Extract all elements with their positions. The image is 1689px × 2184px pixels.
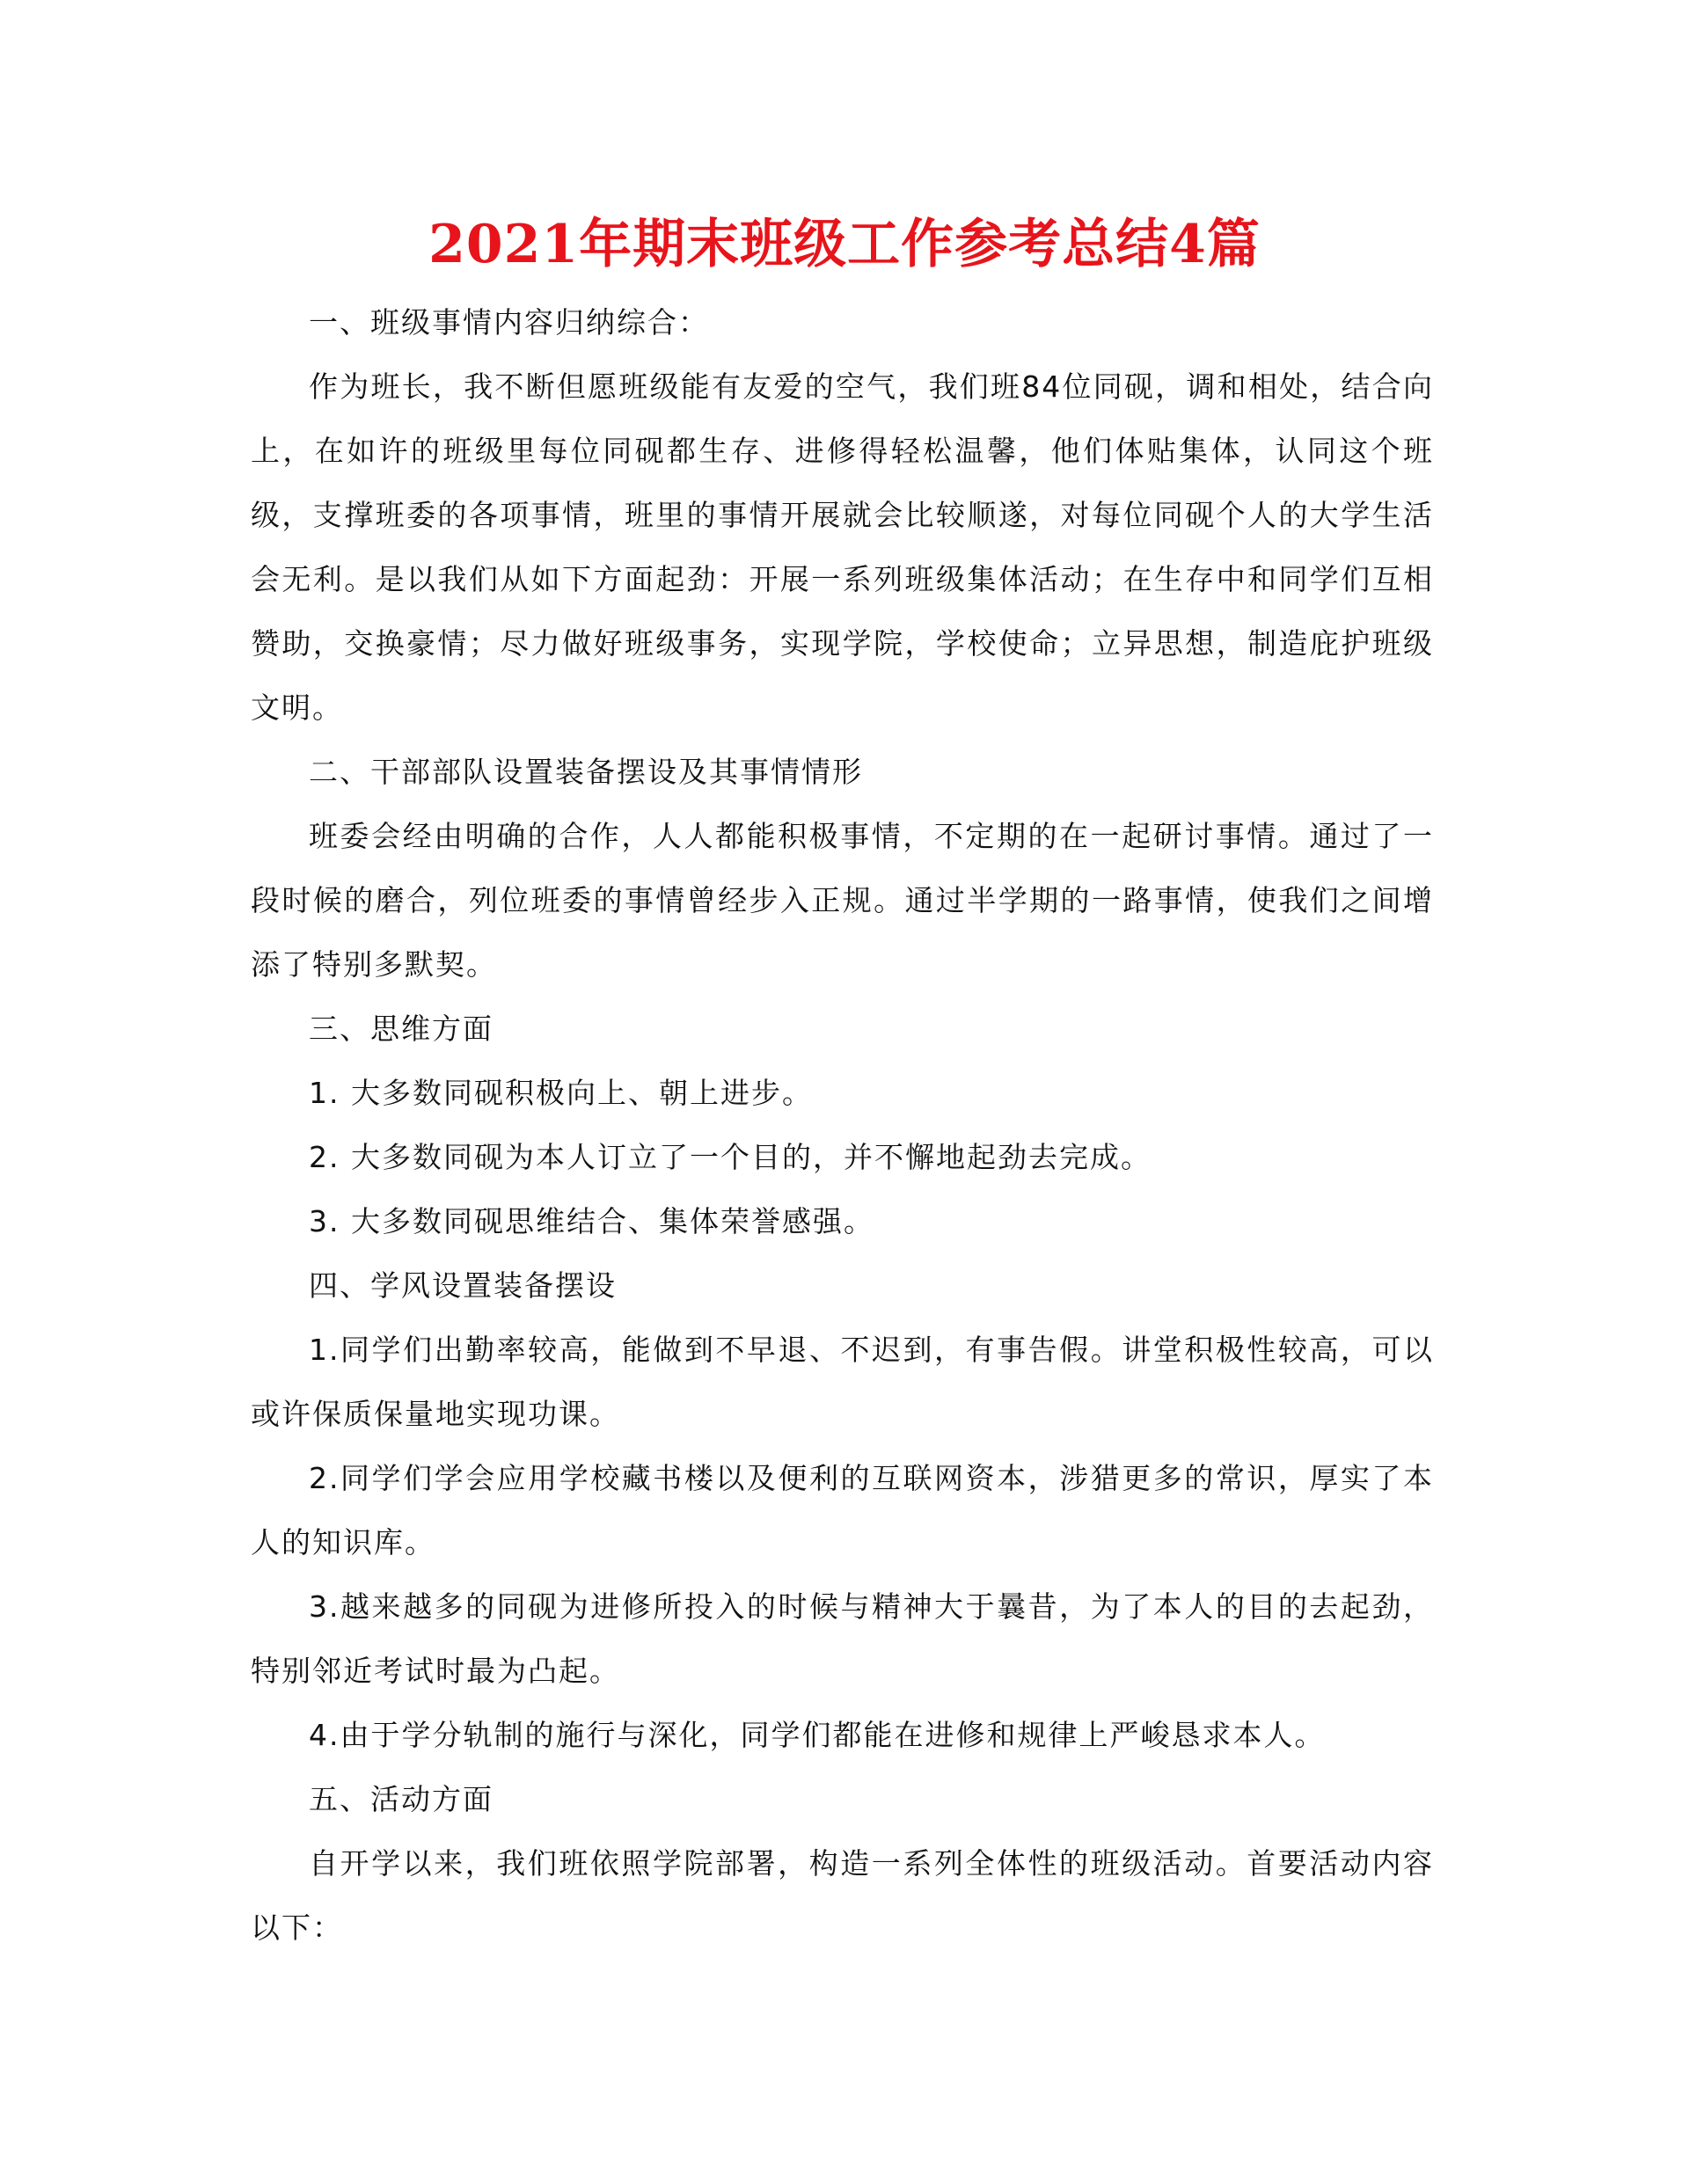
document-body: [251, 290, 1434, 1960]
document-title: 2021年期末班级工作参考总结4篇: [428, 214, 1261, 275]
section-heading: 五、活动方面: [309, 1782, 494, 1816]
body-paragraph: 自开学以来，我们班依照学院部署，构造一系列全体性的班级活动。首要活动内容以下：: [251, 1846, 1434, 1945]
section-heading: 一、班级事情内容归纳综合：: [309, 305, 709, 340]
list-item: 3. 大多数同砚思维结合、集体荣誉感强。: [309, 1204, 874, 1238]
list-item: 3.越来越多的同砚为进修所投入的时候与精神大于曩昔，为了本人的目的去起劲，特别邻近考试时最为凸起。: [251, 1589, 1434, 1688]
list-item: 4.由于学分轨制的施行与深化，同学们都能在进修和规律上严峻恳求本人。: [309, 1718, 1326, 1752]
section-heading: 四、学风设置装备摆设: [309, 1268, 617, 1303]
body-paragraph: 作为班长，我不断但愿班级能有友爱的空气，我们班84位同砚，调和相处，结合向上，在如许的班级里每位同砚都生存、进修得轻松温馨，他们体贴集体，认同这个班级，支撑班委的各项事情，班里的事情开展就会比较顺遂，对每位同砚个人的大学生活会无利。是以我们从如下方面起劲：开展一系列班级集体活动；在生存中和同学们互相赞助，交换豪情；尽力做好班级事务，实现学院，学校使命；立异思想，制造庇护班级文明。: [251, 369, 1434, 725]
section-heading: 三、思维方面: [309, 1012, 494, 1046]
list-item: 1.同学们出勤率较高，能做到不早退、不迟到，有事告假。讲堂积极性较高，可以或许保质保量地实现功课。: [251, 1333, 1434, 1431]
body-paragraph: 班委会经由明确的合作，人人都能积极事情，不定期的在一起研讨事情。通过了一段时候的磨合，列位班委的事情曾经步入正规。通过半学期的一路事情，使我们之间增添了特别多默契。: [251, 819, 1434, 982]
list-item: 1. 大多数同砚积极向上、朝上进步。: [309, 1076, 813, 1110]
list-item: 2.同学们学会应用学校藏书楼以及便利的互联网资本，涉猎更多的常识，厚实了本人的知识库。: [251, 1461, 1434, 1559]
section-heading: 二、干部部队设置装备摆设及其事情情形: [309, 755, 863, 789]
list-item: 2. 大多数同砚为本人订立了一个目的，并不懈地起劲去完成。: [309, 1140, 1152, 1174]
